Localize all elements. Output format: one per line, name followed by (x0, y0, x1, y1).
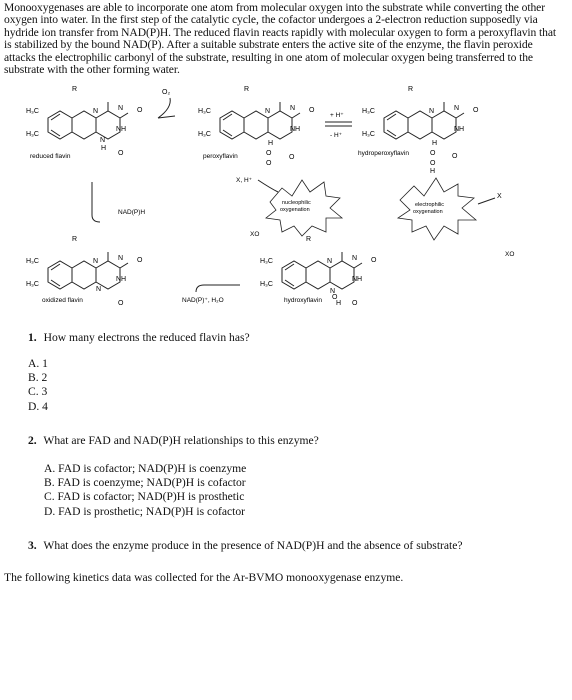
q1-option-a[interactable]: A. 1 (28, 357, 48, 370)
svg-text:electrophilic: electrophilic (415, 202, 445, 208)
question-1: 1. How many electrons the reduced flavin has? (28, 331, 250, 344)
svg-text:H: H (336, 300, 342, 307)
svg-text:N: N (93, 108, 99, 115)
nadp-water-label: NAD(P)⁺, H₂O (182, 297, 224, 304)
svg-text:O: O (266, 150, 272, 157)
svg-text:O: O (289, 154, 295, 161)
svg-text:H: H (432, 140, 438, 147)
svg-text:O: O (137, 257, 143, 264)
svg-text:N: N (330, 288, 336, 295)
svg-text:NH: NH (116, 276, 127, 283)
svg-text:H₃C: H₃C (26, 281, 39, 288)
svg-text:N: N (96, 286, 102, 293)
svg-text:O: O (137, 107, 143, 114)
svg-text:N: N (290, 105, 296, 112)
svg-text:oxygenation: oxygenation (413, 209, 443, 215)
svg-text:nucleophilic: nucleophilic (282, 200, 311, 206)
svg-text:H₃C: H₃C (198, 108, 211, 115)
svg-text:N: N (429, 108, 435, 115)
svg-text:O: O (430, 160, 436, 167)
svg-text:R: R (408, 86, 414, 93)
svg-text:NH: NH (290, 126, 301, 133)
x-label-right: X (497, 193, 502, 200)
q2-option-d[interactable]: D. FAD is prosthetic; NAD(P)H is cofactor (44, 504, 246, 518)
oxidized-flavin-label: oxidized flavin (42, 297, 83, 304)
svg-text:O: O (118, 150, 124, 157)
svg-text:O: O (371, 257, 377, 264)
svg-text:H₃C: H₃C (362, 108, 375, 115)
reduced-flavin-label: reduced flavin (30, 153, 71, 160)
kinetics-intro-text: The following kinetics data was collected for the Ar-BVMO monooxygenase enzyme. (4, 571, 404, 584)
svg-text:H₃C: H₃C (26, 108, 39, 115)
reduced-flavin-structure (26, 86, 143, 160)
svg-text:H: H (430, 168, 436, 175)
svg-text:N: N (118, 255, 124, 262)
hydroperoxyflavin-label: hydroperoxyflavin (358, 150, 409, 157)
hydroxyflavin-label: hydroxyflavin (284, 297, 322, 304)
svg-text:O: O (473, 107, 479, 114)
svg-text:O: O (430, 150, 436, 157)
svg-text:R: R (72, 236, 78, 243)
svg-text:N: N (352, 255, 358, 262)
svg-text:H: H (268, 140, 274, 147)
svg-text:N: N (100, 137, 106, 144)
hydroxyflavin-structure (260, 236, 377, 307)
svg-text:R: R (72, 86, 78, 93)
xo-label-right: XO (505, 251, 515, 258)
nadph-label: NAD(P)H (118, 209, 146, 216)
question-1-options (28, 357, 48, 414)
svg-text:H₃C: H₃C (26, 258, 39, 265)
electrophilic-oxygenation-burst (398, 178, 476, 240)
o2-label: O₂ (162, 89, 171, 96)
svg-text:N: N (327, 258, 333, 265)
svg-text:NH: NH (116, 126, 127, 133)
svg-text:NH: NH (352, 276, 363, 283)
hydroperoxyflavin-structure (358, 86, 479, 175)
svg-text:H₃C: H₃C (26, 131, 39, 138)
svg-text:O: O (309, 107, 315, 114)
svg-text:H₃C: H₃C (362, 131, 375, 138)
svg-text:H₃C: H₃C (260, 258, 273, 265)
peroxyflavin-label: peroxyflavin (203, 153, 238, 160)
svg-text:O: O (266, 160, 272, 167)
peroxyflavin-structure (198, 86, 315, 167)
svg-text:R: R (306, 236, 312, 243)
svg-text:O: O (352, 300, 358, 307)
question-2: 2. What are FAD and NAD(P)H relationships to this enzyme? (28, 434, 319, 447)
plus-proton-label: + H⁺ (330, 112, 344, 119)
svg-text:O: O (118, 300, 124, 307)
nucleophilic-oxygenation-burst (266, 180, 342, 236)
catalytic-cycle-scheme (0, 80, 572, 320)
question-3: 3. What does the enzyme produce in the presence of NAD(P)H and the absence of substrate? (28, 539, 463, 552)
question-2-options (44, 462, 246, 519)
x-proton-label: X, H⁺ (236, 177, 253, 184)
svg-text:N: N (265, 108, 271, 115)
svg-text:R: R (244, 86, 250, 93)
intro-paragraph: Monooxygenases are able to incorporate one atom from molecular oxygen into the substrate while converting the other oxygen into water. In the first step of the catalytic cycle, the cofactor undergoes a 2-electron reduction supposedly via hydride ion transfer from NAD(P)H. The reduced flavin reacts rapidly with molecular oxygen to form a peroxyflavin that is stabilized by the bound NAD(P). After a suitable substrate enters the active site of the enzyme, the flavin peroxide attacks the electrophilic carbonyl of the substrate, resulting in one atom of molecular oxygen being transferred to the substrate with the other forming water. (4, 1, 557, 77)
q2-option-c[interactable]: C. FAD is cofactor; NAD(P)H is prosthetic (44, 490, 245, 504)
svg-text:O: O (452, 153, 458, 160)
svg-text:H₃C: H₃C (198, 131, 211, 138)
svg-text:NH: NH (454, 126, 465, 133)
svg-text:N: N (93, 258, 99, 265)
svg-text:H₃C: H₃C (260, 281, 273, 288)
svg-text:N: N (454, 105, 460, 112)
svg-text:O: O (332, 294, 338, 301)
q2-option-a[interactable]: A. FAD is cofactor; NAD(P)H is coenzyme (44, 462, 247, 475)
svg-text:oxygenation: oxygenation (280, 207, 310, 213)
xo-label-middle: XO (250, 231, 260, 238)
q2-option-b[interactable]: B. FAD is coenzyme; NAD(P)H is cofactor (44, 476, 246, 490)
q1-option-b[interactable]: B. 2 (28, 371, 48, 385)
svg-text:N: N (118, 105, 124, 112)
q1-option-c[interactable]: C. 3 (28, 385, 48, 399)
minus-proton-label: - H⁺ (330, 132, 343, 139)
svg-text:H: H (101, 145, 107, 152)
q1-option-d[interactable]: D. 4 (28, 399, 48, 413)
oxidized-flavin-structure (26, 236, 143, 307)
